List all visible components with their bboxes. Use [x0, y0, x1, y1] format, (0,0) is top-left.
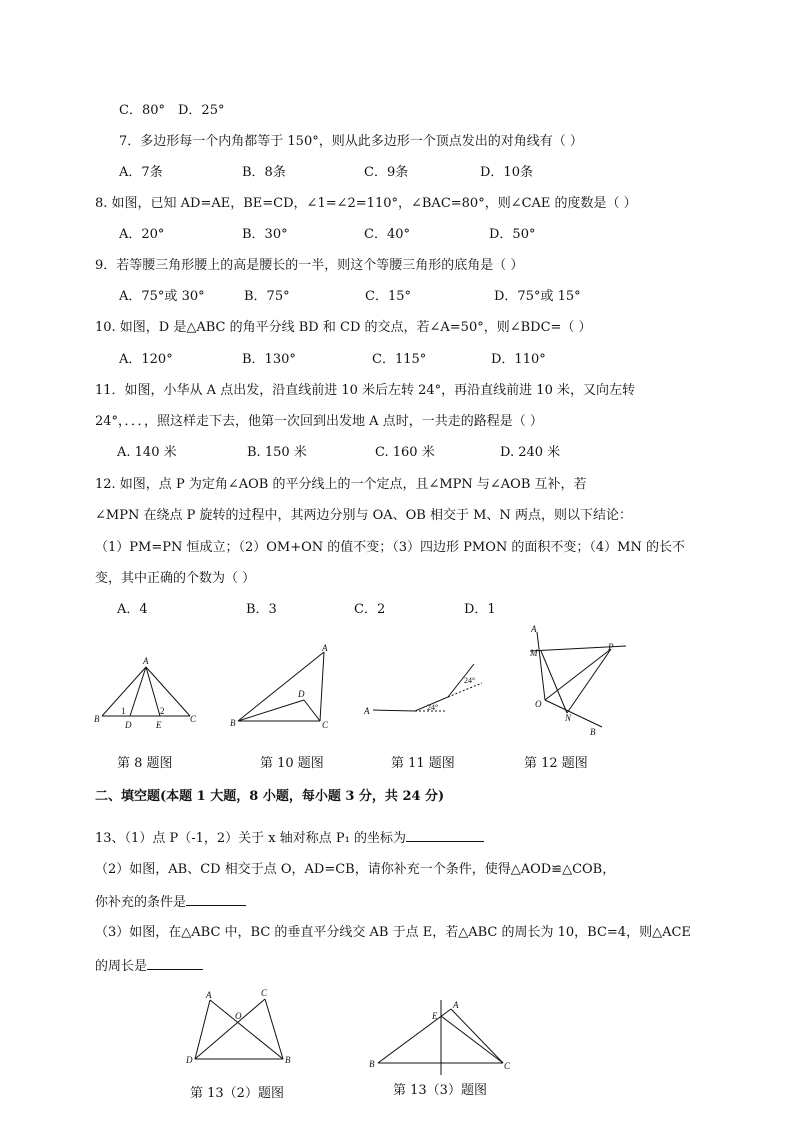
q8-option-a: A．20°	[119, 227, 165, 242]
q11-option-a: A. 140 米	[117, 445, 177, 460]
fig13-3-label-e: E	[432, 1011, 438, 1021]
q12-stem-line2: ∠MPN 在绕点 P 旋转的过程中，其两边分别与 OA、OB 相交于 M、N 两点，则以下结论：	[95, 508, 632, 523]
q11-option-d: D. 240 米	[500, 445, 561, 460]
q12-option-a: A．4	[117, 602, 148, 617]
caption-fig13-3: 第 13（3）题图	[393, 1083, 487, 1098]
q13-part3-line1: （3）如图，在△ABC 中，BC 的垂直平分线交 AB 于点 E，若△ABC 的周长为 10，BC=4，则△ACE	[95, 925, 691, 940]
fig8-label-b: B	[94, 714, 100, 724]
section-2-heading: 二、填空题(本题 1 大题，8 小题，每小题 3 分，共 24 分)	[95, 789, 445, 804]
q6-option-d: D．25°	[178, 103, 225, 118]
q12-stem-line3: （1）PM=PN 恒成立；（2）OM+ON 的值不变；（3）四边形 PMON 的面积不变；（4）MN 的长不	[95, 540, 685, 555]
fig13-2-label-a: A	[206, 990, 212, 1000]
fig8-label-1: 1	[121, 706, 126, 716]
q7-option-b: B．8条	[242, 165, 286, 180]
fig10-label-a: A	[322, 643, 328, 653]
fig11-angle-2: 24°	[464, 676, 476, 685]
q12-option-c: C．2	[354, 602, 386, 617]
q6-option-c: C．80°	[119, 103, 165, 118]
fig13-3-label-b: B	[369, 1059, 375, 1069]
fig11-label-a: A	[364, 706, 370, 716]
q11-stem-line1: 11．如图，小华从 A 点出发，沿直线前进 10 米后左转 24°，再沿直线前进 10 米，又向左转	[95, 383, 635, 398]
q9-option-a: A．75°或 30°	[119, 289, 205, 304]
q10-option-a: A．120°	[119, 352, 173, 367]
q11-stem-line2: 24°，．．．，照这样走下去，他第一次回到出发地 A 点时，一共走的路程是（ ）	[95, 414, 543, 429]
caption-fig11: 第 11 题图	[391, 756, 455, 771]
fig12-label-n: N	[565, 713, 572, 723]
q8-stem: 8. 如图，已知 AD=AE，BE=CD，∠1=∠2=110°，∠BAC=80°，则∠CAE 的度数是（ ）	[95, 196, 637, 211]
fig8-label-2: 2	[160, 706, 165, 716]
q9-option-d: D．75°或 15°	[494, 289, 581, 304]
fig8-label-c: C	[190, 714, 197, 724]
q10-option-d: D．110°	[491, 352, 546, 367]
fig10-label-b: B	[230, 718, 236, 728]
fig13-2-label-o: O	[235, 1011, 242, 1021]
q8-option-d: D．50°	[489, 227, 536, 242]
q12-option-b: B．3	[246, 602, 277, 617]
fig10-label-d: D	[298, 689, 305, 699]
caption-fig13-2: 第 13（2）题图	[190, 1086, 284, 1101]
fig12-label-m: M	[530, 648, 538, 658]
q9-option-c: C．15°	[365, 289, 411, 304]
fig11-angle-1: 24°	[427, 703, 439, 712]
q10-stem: 10. 如图，D 是△ABC 的角平分线 BD 和 CD 的交点，若∠A=50°，则∠BDC=（ ）	[95, 320, 592, 335]
fig12-label-p: P	[608, 642, 614, 652]
fig8-label-d: D	[125, 720, 132, 730]
q13-part1-text: 13、（1）点 P（-1，2）关于 x 轴对称点 P₁ 的坐标为	[95, 831, 406, 846]
q13-part2-line1: （2）如图，AB、CD 相交于点 O，AD=CB，请你补充一个条件，使得△AOD≌△COB，	[95, 862, 616, 877]
q10-option-c: C．115°	[372, 352, 427, 367]
q13-part2-text: 你补充的条件是	[95, 895, 187, 910]
fig12-label-a: A	[531, 624, 537, 634]
fig13-2-label-c: C	[261, 988, 268, 998]
fig12-label-o: O	[535, 699, 542, 709]
fig13-3-label-c: C	[504, 1061, 511, 1071]
fig10-label-c: C	[322, 720, 329, 730]
q7-stem: 7．多边形每一个内角都等于 150°，则从此多边形一个顶点发出的对角线有（ ）	[119, 134, 583, 149]
fig13-3-label-a: A	[453, 1000, 459, 1010]
q8-option-c: C．40°	[364, 227, 410, 242]
q11-option-b: B. 150 米	[247, 445, 307, 460]
fig12-label-b: B	[590, 727, 596, 737]
fig8-label-e: E	[156, 720, 162, 730]
q7-option-a: A．7条	[119, 165, 163, 180]
q7-option-c: C．9条	[364, 165, 409, 180]
q13-part3-text: 的周长是	[95, 959, 148, 974]
q9-option-b: B．75°	[244, 289, 290, 304]
q9-stem: 9．若等腰三角形腰上的高是腰长的一半，则这个等腰三角形的底角是（ ）	[95, 258, 524, 273]
q12-stem-line1: 12. 如图，点 P 为定角∠AOB 的平分线上的一个定点，且∠MPN 与∠AOB 互补，若	[95, 477, 587, 492]
q10-option-b: B．130°	[242, 352, 296, 367]
caption-fig8: 第 8 题图	[117, 756, 173, 771]
q12-stem-line4: 变，其中正确的个数为（ ）	[95, 571, 256, 586]
q12-option-d: D．1	[464, 602, 496, 617]
caption-fig12: 第 12 题图	[524, 756, 588, 771]
q7-option-d: D．10条	[480, 165, 533, 180]
fig8-label-a: A	[143, 656, 149, 666]
fig13-2-label-d: D	[186, 1055, 193, 1065]
q8-option-b: B．30°	[242, 227, 288, 242]
caption-fig10: 第 10 题图	[260, 756, 324, 771]
fig13-2-label-b: B	[285, 1055, 291, 1065]
q11-option-c: C. 160 米	[375, 445, 435, 460]
